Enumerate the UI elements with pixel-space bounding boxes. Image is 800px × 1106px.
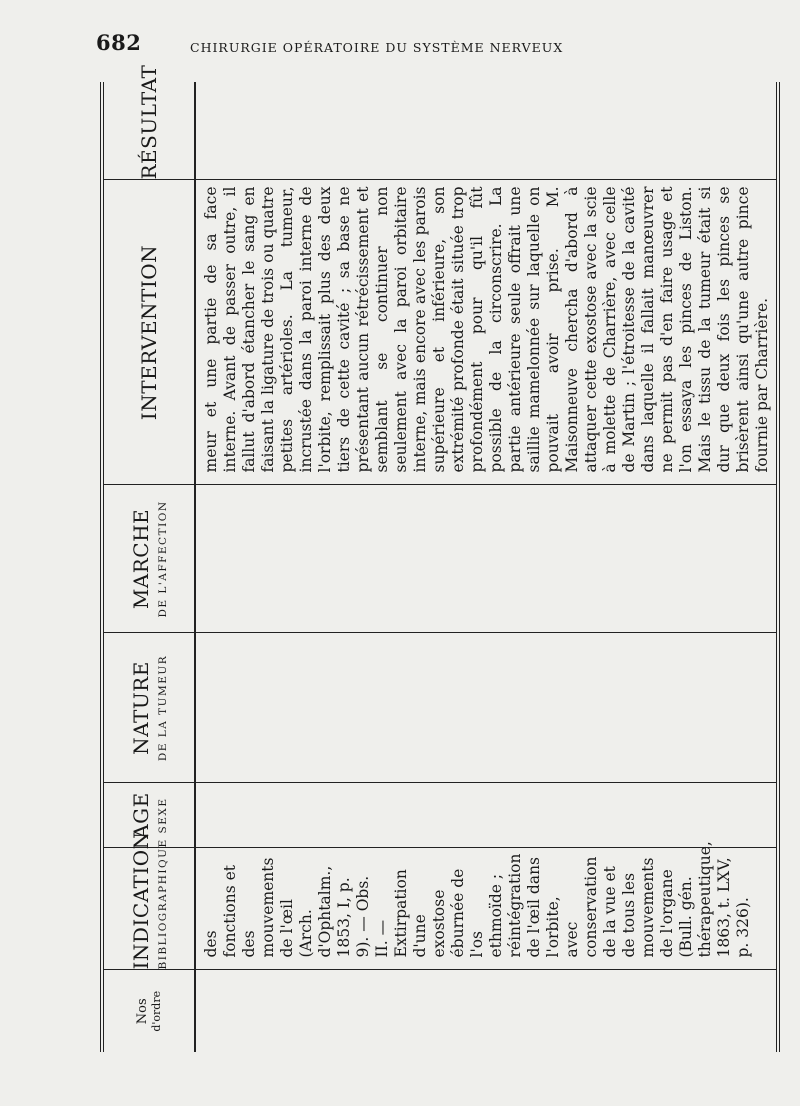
running-title: CHIRURGIE OPÉRATOIRE DU SYSTÈME NERVEUX — [190, 40, 564, 55]
col-header-indication: INDICATION BIBLIOGRAPHIQUE — [102, 848, 195, 970]
col-header-intervention: INTERVENTION — [102, 180, 195, 485]
table-row — [195, 82, 778, 1052]
intervention-text: meur et une partie de sa face interne. Avant de passer outre, il fallut d'abord étancher le sang en faisant la ligature de trois ou quatre petites artérioles. La tumeur, incrustée dans la paroi interne de l'orbite, remplissait plus des deux tiers de cette cavité ; sa base ne présentant aucun rétrécissement et semblant se continuer non seulement avec la paroi orbitaire interne, mais encore avec les parois supérieure et inférieure, son extrémité profonde était située trop profondément pour qu'il fût possible de la circonscrire. La partie antérieure seule offrait une saillie mamelonnée sur laquelle on pouvait avoir prise. M. Maisonneuve chercha d'abord à attaquer cette exostose avec la scie à molette de Charrière, avec celle de Martin ; l'étroitesse de la cavité dans laquelle il fallait manœuvrer ne permit pas d'en faire usage et l'on essaya les pinces de Liston. Mais le tissu de la tumeur était si dur que deux fois les pinces se brisèrent ainsi qu'une autre pince fournie par Charrière. — [202, 186, 771, 473]
header-row — [102, 82, 195, 1052]
cell-marche — [195, 485, 778, 633]
rotated-table — [100, 64, 780, 1052]
col-header-nos: Nos d'ordre — [102, 970, 195, 1052]
col-header-age: AGE SEXE — [102, 783, 195, 848]
cell-resultat — [195, 82, 778, 180]
cell-indication — [195, 841, 778, 970]
cell-nature — [195, 633, 778, 783]
col-header-marche: MARCHE DE L'AFFECTION — [102, 485, 195, 633]
indication-text: des fonctions et des mouvements de l'œil (Arch. d'Ophtalm., 1853, I, p. 9). — Obs. II. — Extirpation d'une exostose éburnée de l'os ethmoïde ; réintégration de l'œil dans l'orbite, avec conservation de la vue et de tous les mouvements de l'organe (Bull. gén. thérapeutique, 1863, t. LXV, p. 326). — [202, 841, 752, 958]
col-header-resultat: RÉSULTAT — [102, 82, 195, 180]
cell-intervention — [195, 180, 778, 485]
cell-age — [195, 783, 778, 848]
page-number: 682 — [96, 30, 142, 55]
surgery-table — [100, 64, 780, 1052]
cell-nos — [195, 970, 778, 1052]
col-header-nature: NATURE DE LA TUMEUR — [102, 633, 195, 783]
